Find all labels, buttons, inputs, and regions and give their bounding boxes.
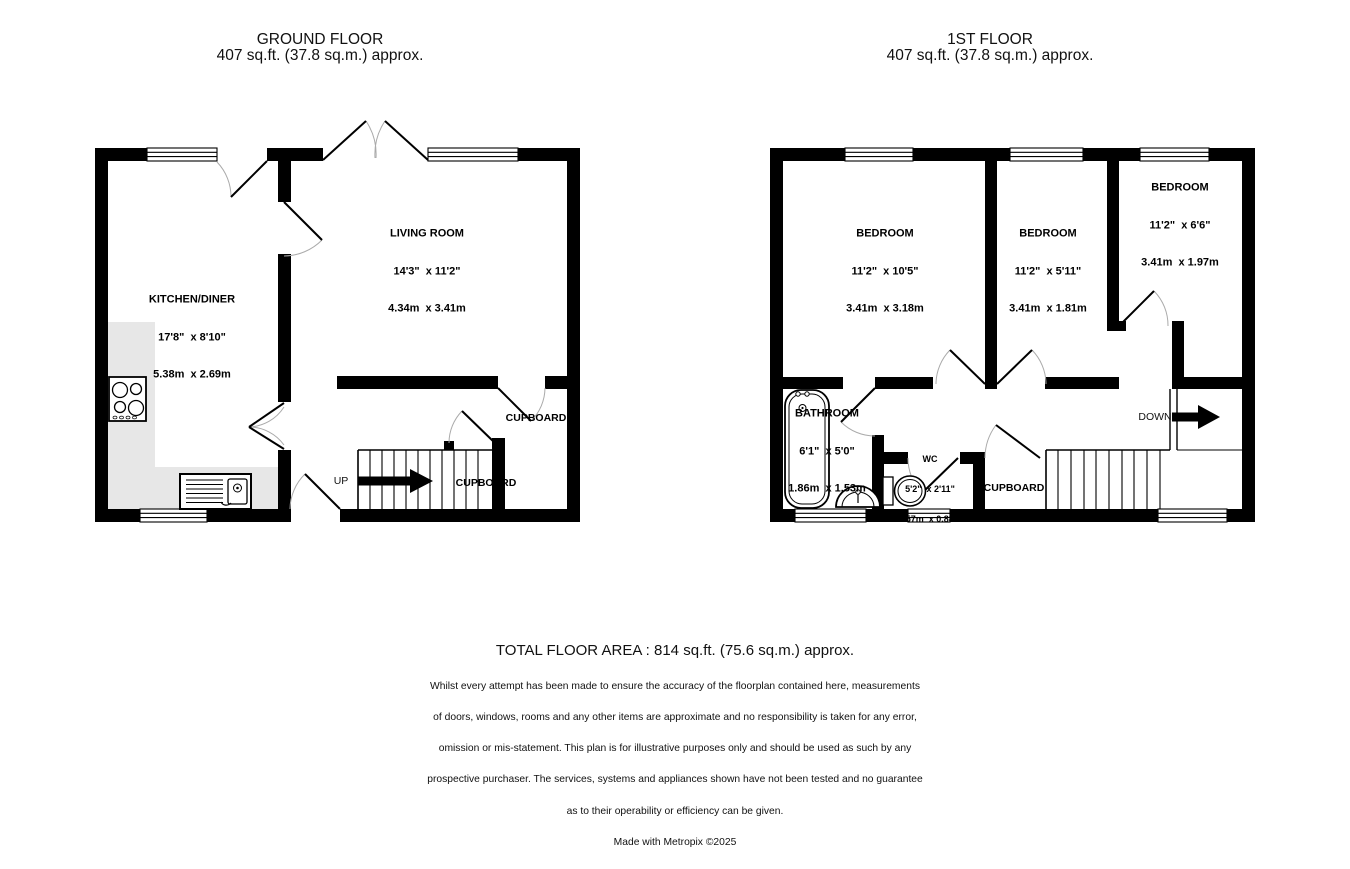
ground-floor-area: 407 sq.ft. (37.8 sq.m.) approx. [216, 47, 424, 64]
room-dims-metric: 3.41m x 1.81m [1009, 302, 1087, 315]
first-floor-title [887, 32, 1094, 64]
room-dims-imperial: 11'2" x 5'11" [1014, 264, 1082, 277]
room-name: BEDROOM [856, 227, 914, 240]
room-dims-imperial: 6'1" x 5'0" [799, 444, 855, 457]
room-name: BATHROOM [795, 407, 859, 420]
cupboard-under-stairs-label: CUPBOARD [455, 477, 517, 489]
room-dims-imperial: 11'2" x 6'6" [1149, 218, 1211, 231]
living-room-label [388, 202, 466, 340]
stairs-down-label: DOWN [1138, 411, 1172, 423]
up-arrow-icon [358, 469, 433, 493]
room-dims-imperial: 11'2" x 10'5" [851, 264, 919, 277]
room-dims-metric: 3.41m x 1.97m [1141, 256, 1219, 269]
wc-label [898, 434, 962, 544]
credit-line: Made with Metropix ©2025 [613, 836, 737, 848]
bedroom2-label [1009, 202, 1087, 340]
room-name: LIVING ROOM [390, 227, 464, 240]
room-dims-metric: 3.41m x 3.18m [846, 302, 924, 315]
room-dims-metric: 4.34m x 3.41m [388, 302, 466, 315]
stairs-up-label: UP [333, 475, 349, 487]
hob-icon [109, 377, 146, 421]
room-dims-imperial: 5'2" x 2'11" [905, 484, 955, 494]
bedroom3-label [1141, 156, 1219, 294]
room-dims-metric: 1.57m x 0.88m [898, 514, 962, 524]
total-floor-area: TOTAL FLOOR AREA : 814 sq.ft. (75.6 sq.m.) approx. [495, 642, 855, 659]
down-arrow-icon [1172, 405, 1220, 429]
room-name: BEDROOM [1019, 227, 1077, 240]
ground-floor-title-line: GROUND FLOOR [256, 31, 384, 48]
room-dims-metric: 5.38m x 2.69m [153, 368, 231, 381]
bedroom1-label [846, 202, 924, 340]
disclaimer-line: omission or mis-statement. This plan is for illustrative purposes only and should be used as such by any [438, 743, 912, 755]
sink-icon [180, 474, 251, 509]
disclaimer-line: of doors, windows, rooms and any other items are approximate and no responsibility is taken for any error, [433, 712, 917, 724]
first-floor-title-line: 1ST FLOOR [947, 31, 1033, 48]
room-name: KITCHEN/DINER [148, 293, 236, 306]
ground-floor-title [217, 32, 424, 64]
first-floor-area: 407 sq.ft. (37.8 sq.m.) approx. [886, 47, 1094, 64]
disclaimer-line: Whilst every attempt has been made to ensure the accuracy of the floorplan contained here, measurements [430, 680, 920, 692]
bathroom-label [788, 382, 866, 520]
room-name: BEDROOM [1151, 181, 1209, 194]
room-name: WC [922, 454, 938, 464]
disclaimer-line: prospective purchaser. The services, systems and appliances shown have not been tested and no guarantee [427, 774, 923, 786]
kitchen-diner-label [149, 268, 235, 406]
room-dims-metric: 1.86m x 1.53m [788, 482, 866, 495]
disclaimer-line: as to their operability or efficiency can be given. [566, 805, 784, 817]
disclaimer-text [427, 661, 923, 869]
cupboard-upper-label: CUPBOARD [505, 412, 567, 424]
first-floor-stairs [1046, 389, 1242, 509]
room-dims-imperial: 14'3" x 11'2" [393, 264, 461, 277]
cupboard-first-floor-label: CUPBOARD [983, 482, 1045, 494]
room-dims-imperial: 17'8" x 8'10" [158, 330, 226, 343]
